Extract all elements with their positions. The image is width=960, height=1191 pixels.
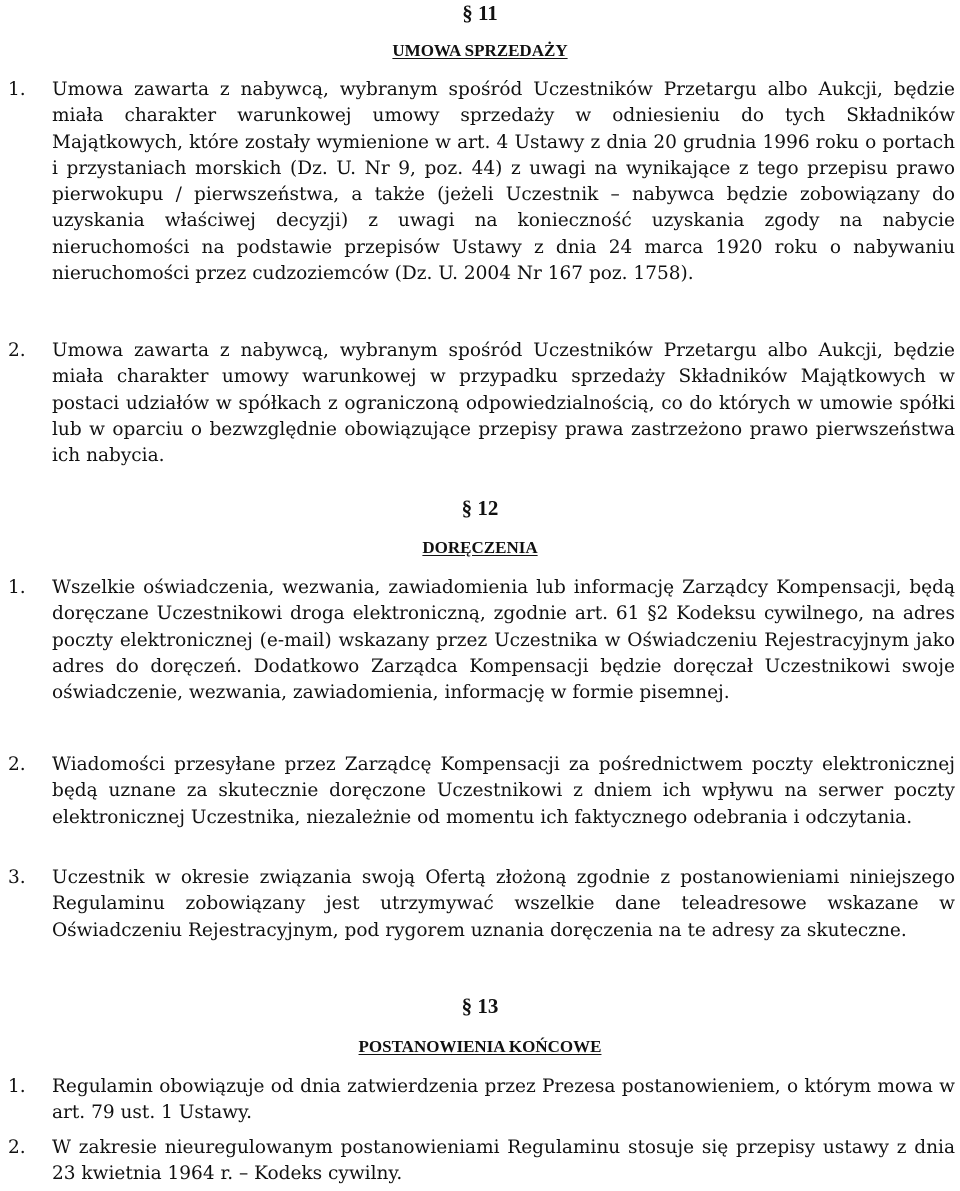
item-text: Umowa zawarta z nabywcą, wybranym spośród Uczestników Przetargu albo Aukcji, będzie miała charakter umowy warunkowej w przypadku sprzedaży Składników Majątkowych w postaci udziałów w spółkach z ograniczoną odpowiedzialnością, co do których w umowie spółki lub w oparciu o bezwzględnie obowiązujące przepisy prawa zastrzeżono prawo pierwszeństwa ich nabycia. [52,340,955,467]
section-number: § 13 [461,994,499,1018]
item-number: 1. [8,577,26,598]
item-text: Wiadomości przesyłane przez Zarządcę Kompensacji za pośrednictwem poczty elektronicznej będą uznane za skutecznie doręczone Uczestnikowi z dniem ich wpływu na serwer poczty elektronicznej Uczestnika, niezależnie od momentu ich faktycznego odebrania i odczytania. [52,754,955,828]
item-text: Wszelkie oświadczenia, wezwania, zawiadomienia lub informację Zarządcy Kompensacji, będą doręczane Uczestnikowi droga elektroniczną, zgodnie art. 61 §2 Kodeksu cywilnego, na adres poczty elektronicznej (e-mail) wskazany przez Uczestnika w Oświadczeniu Rejestracyjnym jako adres do doręczeń. Dodatkowo Zarządca Kompensacji będzie doręczał Uczestnikowi swoje oświadczenie, wezwania, zawiadomienia, informację w formie pisemnej. [52,577,955,704]
item-number: 2. [8,340,26,361]
item-text: W zakresie nieuregulowanym postanowieniami Regulaminu stosuje się przepisy ustawy z dnia 23 kwietnia 1964 r. – Kodeks cywilny. [52,1137,955,1185]
item-number: 2. [8,754,26,775]
item-text: Uczestnik w okresie związania swoją Ofertą złożoną zgodnie z postanowieniami niniejszego Regulaminu zobowiązany jest utrzymywać wszelkie dane teleadresowe wskazane w Oświadczeniu Rejestracyjnym, pod rygorem uznania doręczenia na te adresy za skuteczne. [52,867,955,941]
item-text: Regulamin obowiązuje od dnia zatwierdzenia przez Prezesa postanowieniem, o którym mowa w art. 79 ust. 1 Ustawy. [52,1076,955,1124]
item-number: 3. [8,867,26,888]
section-number: § 12 [461,496,499,520]
item-text: Umowa zawarta z nabywcą, wybranym spośród Uczestników Przetargu albo Aukcji, będzie miała charakter warunkowej umowy sprzedaży w odniesieniu do tych Składników Majątkowych, które zostały wymienione w art. 4 Ustawy z dnia 20 grudnia 1996 roku o portach i przystaniach morskich (Dz. U. Nr 9, poz. 44) z uwagi na wynikające z tego przepisu prawo pierwokupu / pierwszeństwa, a także (jeżeli Uczestnik – nabywca będzie zobowiązany do uzyskania właściwej decyzji) z uwagi na konieczność uzyskania zgody na nabycie nieruchomości na podstawie przepisów Ustawy z dnia 24 marca 1920 roku o nabywaniu nieruchomości przez cudzoziemców (Dz. U. 2004 Nr 167 poz. 1758). [52,79,955,285]
section-title: POSTANOWIENIA KOŃCOWE [358,1037,602,1056]
section-number: § 11 [462,1,498,25]
item-number: 1. [8,1076,26,1097]
item-number: 1. [8,79,26,100]
section-title: UMOWA SPRZEDAŻY [392,41,568,60]
item-number: 2. [8,1137,26,1158]
section-title: DORĘCZENIA [422,538,538,557]
